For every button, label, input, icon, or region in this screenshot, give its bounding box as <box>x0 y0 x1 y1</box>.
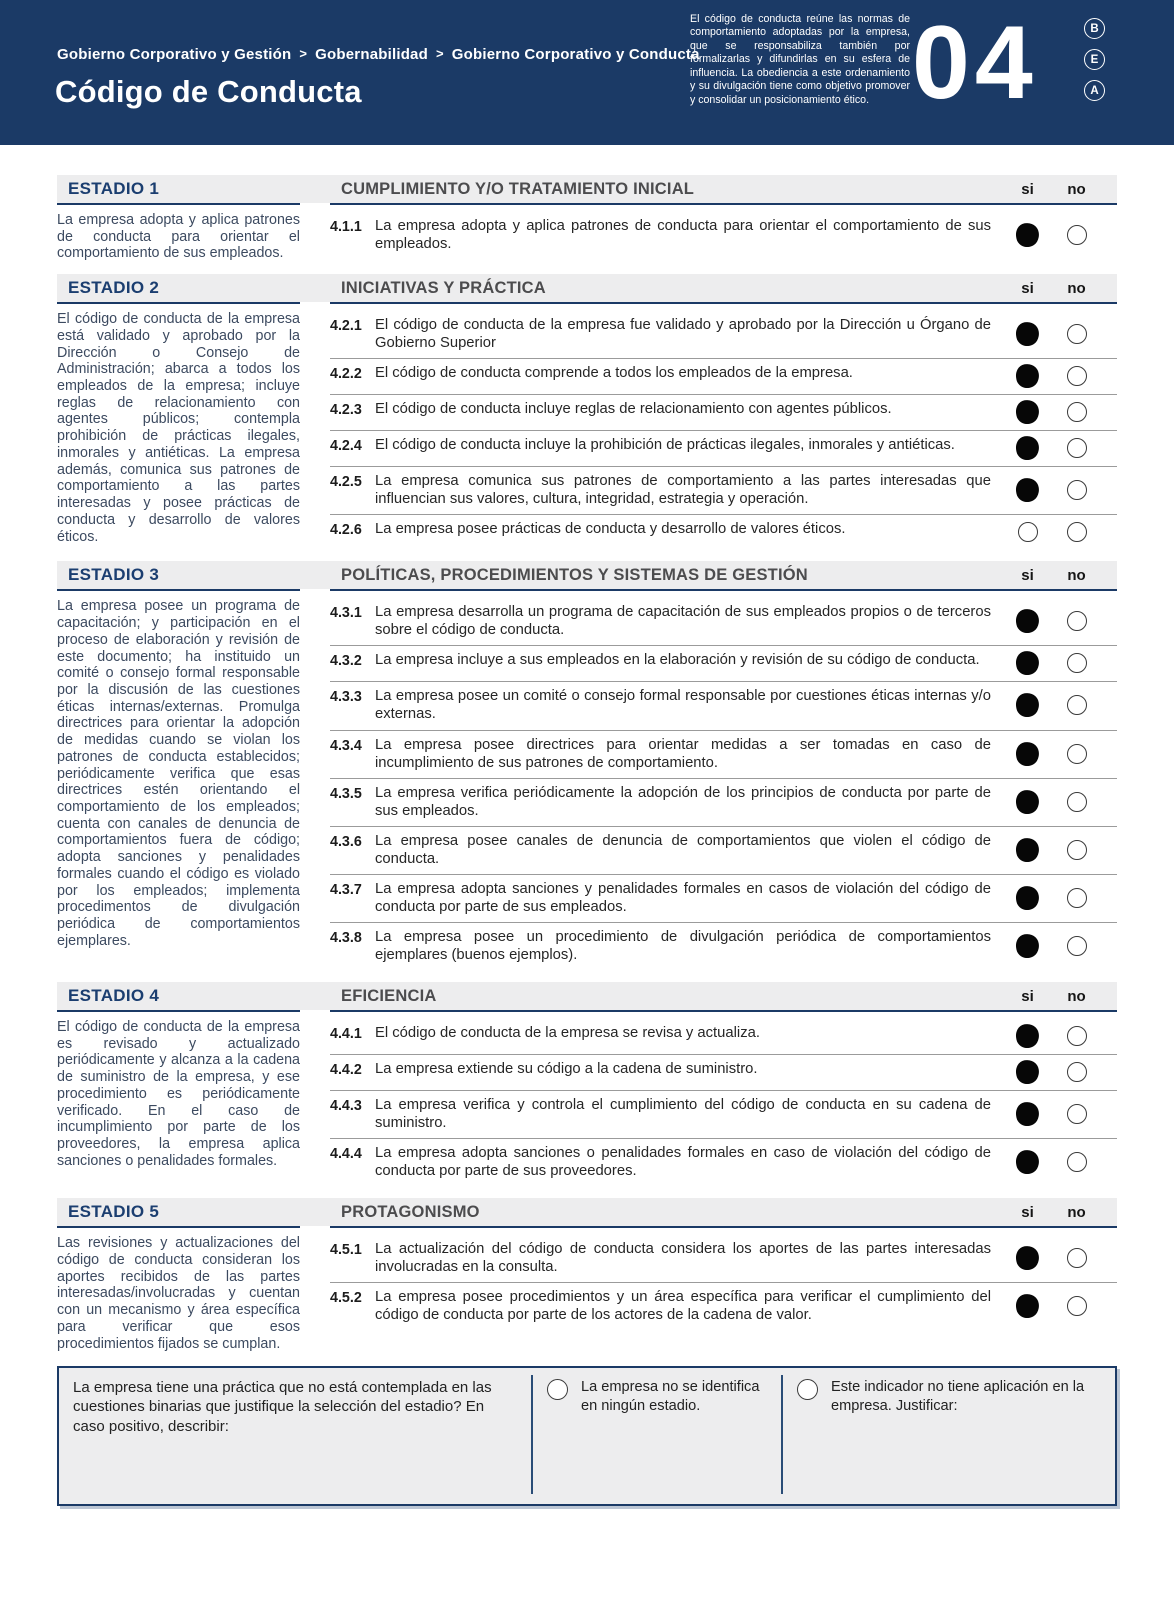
si-radio[interactable] <box>1014 1148 1041 1176</box>
question-number: 4.3.5 <box>330 785 362 802</box>
not-applicable-radio[interactable] <box>797 1379 818 1400</box>
no-radio[interactable] <box>1067 840 1087 860</box>
open-question-cell <box>59 1368 531 1504</box>
estadio-description: La empresa adopta y aplica patrones de conducta para orientar el comportamiento de sus empleados. <box>57 212 300 262</box>
question-text: La empresa adopta sanciones o penalidades formales en caso de violación del código de conducta por parte de sus proveedores. <box>375 1145 991 1180</box>
no-radio[interactable] <box>1067 888 1087 908</box>
no-radio[interactable] <box>1067 1026 1087 1046</box>
question-row <box>330 646 1117 682</box>
question-number: 4.1.1 <box>330 219 362 235</box>
question-text: La actualización del código de conducta considera los aportes de las partes interesadas involucradas en la consulta. <box>375 1241 991 1276</box>
question-text: La empresa posee un comité o consejo formal responsable por cuestiones éticas internas y/o externas. <box>375 688 991 723</box>
open-question-text: La empresa tiene una práctica que no está contemplada en las cuestiones binarias que justifique la selección del estadio? En caso positivo, describir: <box>73 1379 492 1435</box>
question-text: La empresa verifica y controla el cumplimiento del código de conducta en su cadena de suministro. <box>375 1097 991 1132</box>
question-row <box>330 1283 1117 1330</box>
question-number: 4.3.8 <box>330 929 362 946</box>
section-title: INICIATIVAS Y PRÁCTICA <box>341 278 546 297</box>
question-text: La empresa posee un procedimiento de divulgación periódica de comportamientos ejemplares (buenos ejemplos). <box>375 928 991 963</box>
question-row <box>330 311 1117 359</box>
section-title: POLÍTICAS, PROCEDIMIENTOS Y SISTEMAS DE GESTIÓN <box>341 565 808 584</box>
estadio-heading: ESTADIO 4 <box>57 982 300 1012</box>
section-estadio-1 <box>57 175 1117 262</box>
question-text: La empresa posee procedimientos y un área específica para verificar el cumplimiento del código de conducta por parte de los actores de la cadena de valor. <box>375 1289 991 1324</box>
option-not-applicable <box>783 1368 1115 1504</box>
head-gap <box>300 175 330 205</box>
indicator-number: 04 <box>912 5 1038 121</box>
question-number: 4.2.4 <box>330 438 362 455</box>
question-number: 4.3.3 <box>330 689 362 706</box>
no-radio[interactable] <box>1067 480 1087 500</box>
badge-e-icon: E <box>1084 49 1105 70</box>
si-radio[interactable] <box>1014 1058 1041 1086</box>
si-radio[interactable] <box>1014 740 1041 768</box>
describe-input-area[interactable] <box>73 1436 517 1494</box>
question-text: El código de conducta incluye la prohibición de prácticas ilegales, inmorales y antiéticas. <box>375 437 955 454</box>
si-radio[interactable] <box>1014 1244 1041 1272</box>
si-column-header: si <box>1021 1203 1034 1221</box>
breadcrumb-item: Gobernabilidad <box>315 46 428 63</box>
no-column-header: no <box>1067 180 1086 198</box>
question-text: El código de conducta incluye reglas de relacionamiento con agentes públicos. <box>375 401 892 418</box>
badge-b-icon: B <box>1084 18 1105 39</box>
question-text: El código de conducta de la empresa fue validado y aprobado por la Dirección u Órgano de Gobierno Superior <box>375 317 991 352</box>
head-gap <box>300 982 330 1012</box>
no-radio[interactable] <box>1067 1296 1087 1316</box>
question-text: La empresa desarrolla un programa de capacitación de sus empleados propios o de terceros sobre el código de conducta. <box>375 604 991 639</box>
question-text: La empresa posee prácticas de conducta y desarrollo de valores éticos. <box>375 521 846 538</box>
no-radio[interactable] <box>1067 1152 1087 1172</box>
section-estadio-3 <box>57 561 1117 970</box>
si-column-header: si <box>1021 566 1034 584</box>
no-radio[interactable] <box>1067 936 1087 956</box>
question-text: La empresa adopta sanciones y penalidades formales en casos de violación del código de conducta por parte de sus empleados. <box>375 880 991 915</box>
question-text: La empresa adopta y aplica patrones de conducta para orientar el comportamiento de sus empleados. <box>375 218 991 253</box>
badge-a-icon: A <box>1084 80 1105 101</box>
no-radio[interactable] <box>1067 1248 1087 1268</box>
no-radio[interactable] <box>1067 695 1087 715</box>
si-radio[interactable] <box>1014 1100 1041 1128</box>
si-column-header: si <box>1021 987 1034 1005</box>
question-number: 4.3.4 <box>330 737 362 754</box>
section-estadio-4 <box>57 982 1117 1186</box>
si-radio[interactable] <box>1014 221 1041 249</box>
breadcrumb-item: Gobierno Corporativo y Conducta <box>451 46 700 63</box>
question-number: 4.5.1 <box>330 1242 362 1259</box>
si-radio[interactable] <box>1014 788 1041 816</box>
estadio-description: El código de conducta de la empresa está validado y aprobado por la Dirección o Consejo de Administración; abarca a todos los empleados de la empresa; incluye reglas de relacionamiento con agentes públicos; contempla prohibición de prácticas ilegales, inmorales y antiéticas. La empresa además, comunica sus patrones de comportamiento a las partes interesadas y posee prácticas de conducta y desarrollo de valores éticos. <box>57 311 300 545</box>
question-number: 4.5.2 <box>330 1290 362 1307</box>
question-row <box>330 731 1117 779</box>
question-text: El código de conducta comprende a todos los empleados de la empresa. <box>375 365 853 382</box>
question-text: La empresa extiende su código a la cadena de suministro. <box>375 1061 758 1077</box>
question-row <box>330 923 1117 970</box>
si-radio[interactable] <box>1014 434 1041 462</box>
question-row <box>330 1235 1117 1283</box>
additional-options-box <box>57 1366 1117 1506</box>
no-radio[interactable] <box>1067 438 1087 458</box>
estadio-description: El código de conducta de la empresa es revisado y actualizado periódicamente y alcanza a la cadena de suministro de la empresa, y ese procedimiento es periódicamente verificado. En el caso de incumplimiento por parte de los proveedores, la empresa aplica sanciones o penalidades formales. <box>57 1019 300 1169</box>
question-row <box>330 598 1117 646</box>
question-text: La empresa posee canales de denuncia de comportamientos que violen el código de conducta. <box>375 832 991 867</box>
breadcrumb-item: Gobierno Corporativo y Gestión <box>57 46 292 63</box>
no-radio[interactable] <box>1067 1062 1087 1082</box>
dimension-badges <box>1084 18 1105 101</box>
no-stage-radio[interactable] <box>547 1379 568 1400</box>
question-number: 4.3.6 <box>330 833 362 850</box>
question-text: El código de conducta de la empresa se revisa y actualiza. <box>375 1025 760 1041</box>
si-radio[interactable] <box>1014 476 1041 504</box>
column-gap <box>300 598 330 970</box>
column-gap <box>300 311 330 549</box>
form-content <box>0 145 1174 1352</box>
question-number: 4.3.7 <box>330 881 362 898</box>
column-gap <box>300 1235 330 1352</box>
no-column-header: no <box>1067 1203 1086 1221</box>
question-row <box>330 515 1117 549</box>
si-radio[interactable] <box>1014 608 1041 636</box>
si-radio[interactable] <box>1014 362 1041 390</box>
no-radio[interactable] <box>1067 324 1087 344</box>
question-number: 4.2.6 <box>330 522 362 539</box>
si-radio[interactable] <box>1018 522 1038 542</box>
section-estadio-2 <box>57 274 1117 549</box>
question-row <box>330 1139 1117 1186</box>
question-row <box>330 1055 1117 1091</box>
estadio-heading: ESTADIO 3 <box>57 561 300 591</box>
question-number: 4.4.1 <box>330 1026 362 1042</box>
question-number: 4.2.5 <box>330 474 362 491</box>
question-text: La empresa comunica sus patrones de comportamiento a las partes interesadas que influencian sus valores, cultura, integridad, estrategia y operación. <box>375 473 991 508</box>
column-gap <box>300 212 330 262</box>
question-row <box>330 431 1117 467</box>
question-number: 4.4.2 <box>330 1062 362 1078</box>
no-radio[interactable] <box>1067 744 1087 764</box>
chevron-right-icon: > <box>435 46 444 61</box>
estadio-heading: ESTADIO 2 <box>57 274 300 304</box>
question-row <box>330 875 1117 923</box>
si-radio[interactable] <box>1014 320 1041 348</box>
question-row <box>330 395 1117 431</box>
question-list <box>330 1019 1117 1186</box>
question-list <box>330 1235 1117 1352</box>
no-radio[interactable] <box>1067 522 1087 542</box>
no-radio[interactable] <box>1067 402 1087 422</box>
section-estadio-5 <box>57 1198 1117 1352</box>
question-number: 4.2.2 <box>330 366 362 383</box>
section-title: EFICIENCIA <box>341 986 437 1005</box>
si-radio[interactable] <box>1014 398 1041 426</box>
question-number: 4.3.1 <box>330 605 362 622</box>
question-row <box>330 467 1117 515</box>
not-applicable-label: Este indicador no tiene aplicación en la empresa. Justificar: <box>831 1379 1085 1414</box>
si-radio[interactable] <box>1014 650 1041 678</box>
no-column-header: no <box>1067 279 1086 297</box>
no-stage-label: La empresa no se identifica en ningún estadio. <box>581 1379 760 1414</box>
estadio-heading: ESTADIO 1 <box>57 175 300 205</box>
question-row <box>330 779 1117 827</box>
no-radio[interactable] <box>1067 225 1087 245</box>
head-gap <box>300 1198 330 1228</box>
question-list <box>330 212 1117 262</box>
si-column-header: si <box>1021 279 1034 297</box>
si-radio[interactable] <box>1014 884 1041 912</box>
head-gap <box>300 561 330 591</box>
no-radio[interactable] <box>1067 653 1087 673</box>
si-radio[interactable] <box>1014 1293 1041 1321</box>
no-column-header: no <box>1067 566 1086 584</box>
no-column-header: no <box>1067 987 1086 1005</box>
question-text: La empresa posee directrices para orientar medidas a ser tomadas en caso de incumplimiento de sus patrones de comportamiento. <box>375 736 991 771</box>
question-row <box>330 359 1117 395</box>
option-no-stage <box>533 1368 781 1504</box>
question-number: 4.4.3 <box>330 1098 362 1114</box>
chevron-right-icon: > <box>299 46 308 61</box>
si-radio[interactable] <box>1014 1022 1041 1050</box>
page-title: Código de Conducta <box>55 74 362 109</box>
estadio-description: La empresa posee un programa de capacitación; y participación en el proceso de elaboración y revisión de este documento; ha instituido un comité o consejo formal responsable por la discusión de las cuestiones éticas internas/externas. Promulga directrices para orientar la adopción de medidas cuando se violan los patrones de conducta establecidos; periódicamente verifica que esas directrices estén orientando el comportamiento de los empleados; cuenta con canales de denuncia de comportamientos fuera de código; adopta sanciones y penalidades formales cuando el código es violado por los empleados; implementa procedimentos de divulgación periódica de comportamientos ejemplares. <box>57 598 300 949</box>
question-number: 4.2.3 <box>330 402 362 419</box>
no-radio[interactable] <box>1067 792 1087 812</box>
question-number: 4.2.1 <box>330 318 362 335</box>
breadcrumb <box>57 46 700 63</box>
no-radio[interactable] <box>1067 366 1087 386</box>
header-banner <box>0 0 1174 145</box>
question-row <box>330 682 1117 730</box>
question-row <box>330 212 1117 259</box>
si-radio[interactable] <box>1014 836 1041 864</box>
head-gap <box>300 274 330 304</box>
estadio-heading: ESTADIO 5 <box>57 1198 300 1228</box>
question-number: 4.3.2 <box>330 653 362 670</box>
question-list <box>330 311 1117 549</box>
section-title: PROTAGONISMO <box>341 1202 480 1221</box>
section-title: CUMPLIMIENTO Y/O TRATAMIENTO INICIAL <box>341 179 695 198</box>
si-radio[interactable] <box>1014 692 1041 720</box>
no-radio[interactable] <box>1067 1104 1087 1124</box>
question-text: La empresa incluye a sus empleados en la elaboración y revisión de su código de conducta. <box>375 652 980 669</box>
indicator-intro-text: El código de conducta reúne las normas de comportamiento adoptadas por la empresa, que se responsabiliza también por formalizarlas y difundirlas en su esfera de influencia. La obediencia a este ordenamiento y su divulgación tiene como objetivo promover y consolidar un posicionamiento ético. <box>690 13 910 106</box>
no-radio[interactable] <box>1067 611 1087 631</box>
question-number: 4.4.4 <box>330 1146 362 1163</box>
si-column-header: si <box>1021 180 1034 198</box>
question-row <box>330 827 1117 875</box>
si-radio[interactable] <box>1014 932 1041 960</box>
question-row <box>330 1019 1117 1055</box>
estadio-description: Las revisiones y actualizaciones del código de conducta consideran los aportes recibidos de las partes interesadas/involucradas y cuentan con un mecanismo y área específica para verificar que esos procedimientos fijados se cumplan. <box>57 1235 300 1352</box>
question-text: La empresa verifica periódicamente la adopción de los principios de conducta por parte de sus empleados. <box>375 784 991 819</box>
question-row <box>330 1091 1117 1139</box>
question-list <box>330 598 1117 970</box>
column-gap <box>300 1019 330 1186</box>
